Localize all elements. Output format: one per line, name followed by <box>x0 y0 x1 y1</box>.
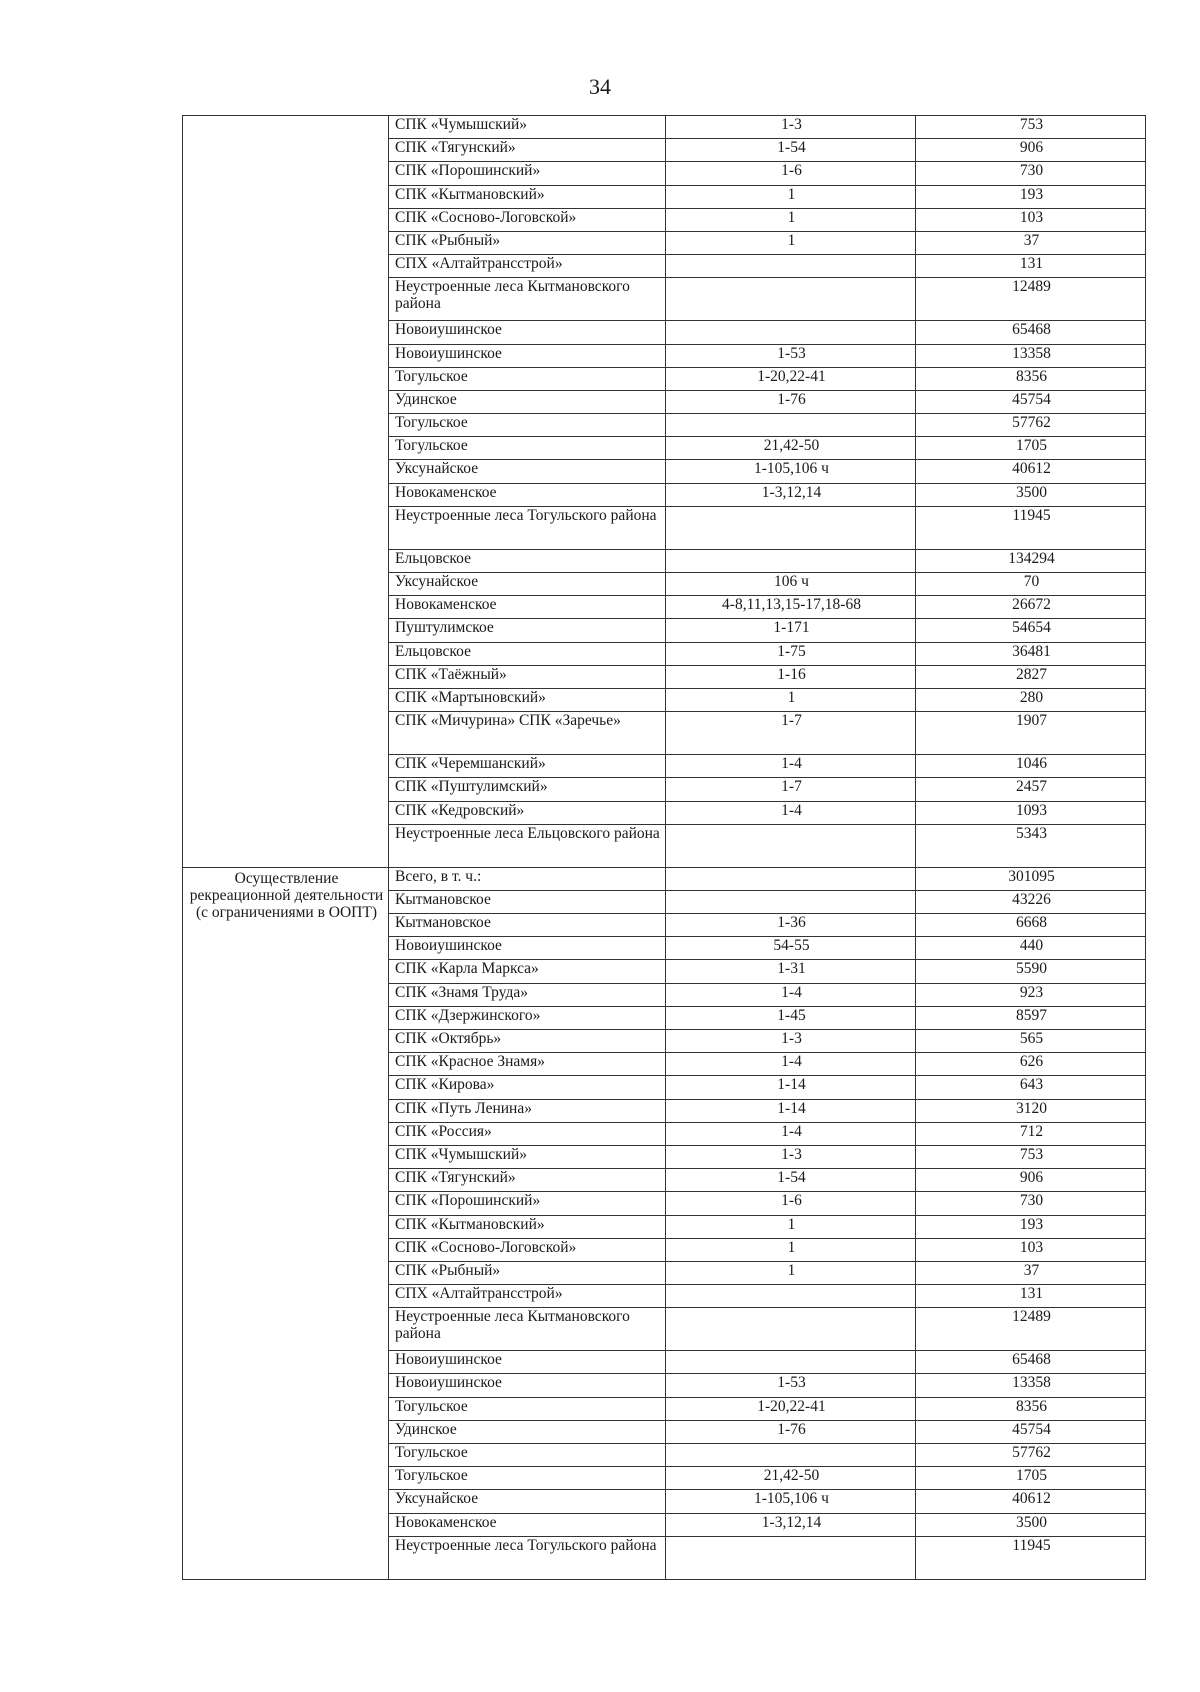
name-cell: Тогульское <box>389 1444 666 1467</box>
area-cell: 8356 <box>916 1397 1146 1420</box>
area-cell: 1705 <box>916 437 1146 460</box>
table-row <box>183 867 1146 890</box>
name-cell: Удинское <box>389 390 666 413</box>
area-cell: 906 <box>916 1169 1146 1192</box>
area-cell: 2457 <box>916 778 1146 801</box>
area-cell: 37 <box>916 231 1146 254</box>
name-cell: Всего, в т. ч.: <box>389 867 666 890</box>
name-cell: Пуштулимское <box>389 619 666 642</box>
quarters-cell: 1-6 <box>666 1192 916 1215</box>
quarters-cell <box>666 1285 916 1308</box>
quarters-cell <box>666 321 916 344</box>
quarters-cell: 4-8,11,13,15-17,18-68 <box>666 596 916 619</box>
quarters-cell <box>666 1444 916 1467</box>
name-cell: Тогульское <box>389 414 666 437</box>
name-cell: Новоиушинское <box>389 1374 666 1397</box>
name-cell: Неустроенные леса Ельцовского района <box>389 824 666 867</box>
area-cell: 730 <box>916 1192 1146 1215</box>
area-cell: 8356 <box>916 367 1146 390</box>
name-cell: СПК «Путь Ленина» <box>389 1099 666 1122</box>
quarters-cell <box>666 1308 916 1351</box>
quarters-cell: 21,42-50 <box>666 437 916 460</box>
name-cell: Тогульское <box>389 367 666 390</box>
name-cell: Тогульское <box>389 1397 666 1420</box>
area-cell: 8597 <box>916 1006 1146 1029</box>
area-cell: 1093 <box>916 801 1146 824</box>
name-cell: СПК «Мартыновский» <box>389 688 666 711</box>
forest-table-body <box>183 116 1146 1580</box>
quarters-cell <box>666 506 916 549</box>
quarters-cell: 1 <box>666 185 916 208</box>
area-cell: 103 <box>916 1238 1146 1261</box>
area-cell: 1046 <box>916 755 1146 778</box>
name-cell: Новоиушинское <box>389 321 666 344</box>
quarters-cell: 1-76 <box>666 390 916 413</box>
area-cell: 57762 <box>916 1444 1146 1467</box>
quarters-cell: 1-3,12,14 <box>666 483 916 506</box>
area-cell: 11945 <box>916 1536 1146 1579</box>
name-cell: Кытмановское <box>389 890 666 913</box>
area-cell: 45754 <box>916 390 1146 413</box>
area-cell: 45754 <box>916 1420 1146 1443</box>
name-cell: Неустроенные леса Кытмановского района <box>389 278 666 321</box>
name-cell: Уксунайское <box>389 1490 666 1513</box>
quarters-cell: 1 <box>666 1238 916 1261</box>
quarters-cell <box>666 414 916 437</box>
name-cell: СПК «Таёжный» <box>389 665 666 688</box>
name-cell: СПК «Кирова» <box>389 1076 666 1099</box>
area-cell: 1705 <box>916 1467 1146 1490</box>
quarters-cell: 1-31 <box>666 960 916 983</box>
name-cell: СПК «Чумышский» <box>389 1145 666 1168</box>
name-cell: СПК «Октябрь» <box>389 1030 666 1053</box>
name-cell: СПК «Порошинский» <box>389 162 666 185</box>
area-cell: 3120 <box>916 1099 1146 1122</box>
name-cell: СПК «Сосново-Логовской» <box>389 208 666 231</box>
area-cell: 1907 <box>916 712 1146 755</box>
area-cell: 5343 <box>916 824 1146 867</box>
quarters-cell <box>666 255 916 278</box>
quarters-cell <box>666 1536 916 1579</box>
area-cell: 730 <box>916 162 1146 185</box>
name-cell: СПК «Черемшанский» <box>389 755 666 778</box>
quarters-cell: 1-16 <box>666 665 916 688</box>
area-cell: 134294 <box>916 549 1146 572</box>
name-cell: СПК «Сосново-Логовской» <box>389 1238 666 1261</box>
name-cell: СПК «Кытмановский» <box>389 185 666 208</box>
quarters-cell: 1-14 <box>666 1076 916 1099</box>
area-cell: 131 <box>916 255 1146 278</box>
name-cell: СПК «Чумышский» <box>389 116 666 139</box>
name-cell: СПК «Тягунский» <box>389 139 666 162</box>
area-cell: 12489 <box>916 278 1146 321</box>
name-cell: СПК «Пуштулимский» <box>389 778 666 801</box>
name-cell: Новоиушинское <box>389 1351 666 1374</box>
name-cell: Неустроенные леса Тогульского района <box>389 1536 666 1579</box>
quarters-cell: 1-14 <box>666 1099 916 1122</box>
area-cell: 753 <box>916 116 1146 139</box>
quarters-cell: 1-105,106 ч <box>666 460 916 483</box>
name-cell: СПК «Рыбный» <box>389 1261 666 1284</box>
name-cell: СПК «Дзержинского» <box>389 1006 666 1029</box>
name-cell: Неустроенные леса Кытмановского района <box>389 1308 666 1351</box>
quarters-cell: 1-4 <box>666 801 916 824</box>
quarters-cell: 1-53 <box>666 1374 916 1397</box>
name-cell: СПК «Мичурина» СПК «Заречье» <box>389 712 666 755</box>
name-cell: Ельцовское <box>389 549 666 572</box>
area-cell: 54654 <box>916 619 1146 642</box>
area-cell: 43226 <box>916 890 1146 913</box>
area-cell: 13358 <box>916 1374 1146 1397</box>
area-cell: 193 <box>916 1215 1146 1238</box>
quarters-cell: 1-20,22-41 <box>666 1397 916 1420</box>
name-cell: СПК «Порошинский» <box>389 1192 666 1215</box>
quarters-cell: 21,42-50 <box>666 1467 916 1490</box>
name-cell: СПК «Рыбный» <box>389 231 666 254</box>
quarters-cell: 1-7 <box>666 712 916 755</box>
category-cell: Осуществление рекреационной деятельности (с ограничениями в ООПТ) <box>183 867 389 1579</box>
quarters-cell: 1-76 <box>666 1420 916 1443</box>
area-cell: 280 <box>916 688 1146 711</box>
quarters-cell: 54-55 <box>666 937 916 960</box>
area-cell: 5590 <box>916 960 1146 983</box>
area-cell: 301095 <box>916 867 1146 890</box>
quarters-cell <box>666 549 916 572</box>
quarters-cell: 1-105,106 ч <box>666 1490 916 1513</box>
quarters-cell: 1-4 <box>666 1053 916 1076</box>
quarters-cell: 1 <box>666 1261 916 1284</box>
name-cell: Неустроенные леса Тогульского района <box>389 506 666 549</box>
quarters-cell: 1-45 <box>666 1006 916 1029</box>
name-cell: Новоиушинское <box>389 937 666 960</box>
area-cell: 3500 <box>916 483 1146 506</box>
area-cell: 13358 <box>916 344 1146 367</box>
area-cell: 65468 <box>916 1351 1146 1374</box>
quarters-cell: 1-171 <box>666 619 916 642</box>
name-cell: Ельцовское <box>389 642 666 665</box>
quarters-cell: 1-4 <box>666 1122 916 1145</box>
area-cell: 40612 <box>916 460 1146 483</box>
quarters-cell: 1 <box>666 1215 916 1238</box>
name-cell: Уксунайское <box>389 460 666 483</box>
area-cell: 3500 <box>916 1513 1146 1536</box>
area-cell: 6668 <box>916 914 1146 937</box>
name-cell: Кытмановское <box>389 914 666 937</box>
name-cell: Новокаменское <box>389 596 666 619</box>
name-cell: Новоиушинское <box>389 344 666 367</box>
area-cell: 37 <box>916 1261 1146 1284</box>
quarters-cell: 1-54 <box>666 139 916 162</box>
area-cell: 643 <box>916 1076 1146 1099</box>
area-cell: 26672 <box>916 596 1146 619</box>
name-cell: Тогульское <box>389 1467 666 1490</box>
quarters-cell: 1-6 <box>666 162 916 185</box>
quarters-cell <box>666 824 916 867</box>
quarters-cell: 1-54 <box>666 1169 916 1192</box>
area-cell: 2827 <box>916 665 1146 688</box>
name-cell: Уксунайское <box>389 573 666 596</box>
quarters-cell: 1-36 <box>666 914 916 937</box>
page-number: 34 <box>589 74 611 99</box>
area-cell: 65468 <box>916 321 1146 344</box>
name-cell: СПК «Знамя Труда» <box>389 983 666 1006</box>
area-cell: 626 <box>916 1053 1146 1076</box>
name-cell: СПК «Красное Знамя» <box>389 1053 666 1076</box>
quarters-cell: 1-3 <box>666 1030 916 1053</box>
area-cell: 36481 <box>916 642 1146 665</box>
quarters-cell: 1 <box>666 688 916 711</box>
area-cell: 57762 <box>916 414 1146 437</box>
quarters-cell <box>666 1351 916 1374</box>
quarters-cell: 1-4 <box>666 755 916 778</box>
area-cell: 11945 <box>916 506 1146 549</box>
name-cell: СПК «Кедровский» <box>389 801 666 824</box>
area-cell: 712 <box>916 1122 1146 1145</box>
quarters-cell: 1-4 <box>666 983 916 1006</box>
quarters-cell: 1 <box>666 231 916 254</box>
quarters-cell: 1-3 <box>666 116 916 139</box>
quarters-cell: 1-7 <box>666 778 916 801</box>
forest-table <box>182 115 1146 1580</box>
area-cell: 193 <box>916 185 1146 208</box>
name-cell: СПК «Карла Маркса» <box>389 960 666 983</box>
name-cell: СПК «Кытмановский» <box>389 1215 666 1238</box>
area-cell: 440 <box>916 937 1146 960</box>
area-cell: 12489 <box>916 1308 1146 1351</box>
name-cell: СПХ «Алтайтрансстрой» <box>389 255 666 278</box>
name-cell: Новокаменское <box>389 1513 666 1536</box>
quarters-cell: 1 <box>666 208 916 231</box>
area-cell: 923 <box>916 983 1146 1006</box>
area-cell: 753 <box>916 1145 1146 1168</box>
area-cell: 40612 <box>916 1490 1146 1513</box>
name-cell: Удинское <box>389 1420 666 1443</box>
name-cell: СПХ «Алтайтрансстрой» <box>389 1285 666 1308</box>
area-cell: 565 <box>916 1030 1146 1053</box>
area-cell: 70 <box>916 573 1146 596</box>
quarters-cell <box>666 278 916 321</box>
area-cell: 103 <box>916 208 1146 231</box>
quarters-cell: 1-53 <box>666 344 916 367</box>
name-cell: Новокаменское <box>389 483 666 506</box>
quarters-cell: 1-20,22-41 <box>666 367 916 390</box>
quarters-cell: 1-3,12,14 <box>666 1513 916 1536</box>
quarters-cell: 1-75 <box>666 642 916 665</box>
quarters-cell <box>666 890 916 913</box>
name-cell: Тогульское <box>389 437 666 460</box>
area-cell: 906 <box>916 139 1146 162</box>
quarters-cell: 106 ч <box>666 573 916 596</box>
name-cell: СПК «Тягунский» <box>389 1169 666 1192</box>
quarters-cell <box>666 867 916 890</box>
category-cell <box>183 116 389 868</box>
name-cell: СПК «Россия» <box>389 1122 666 1145</box>
quarters-cell: 1-3 <box>666 1145 916 1168</box>
table-row <box>183 116 1146 139</box>
area-cell: 131 <box>916 1285 1146 1308</box>
